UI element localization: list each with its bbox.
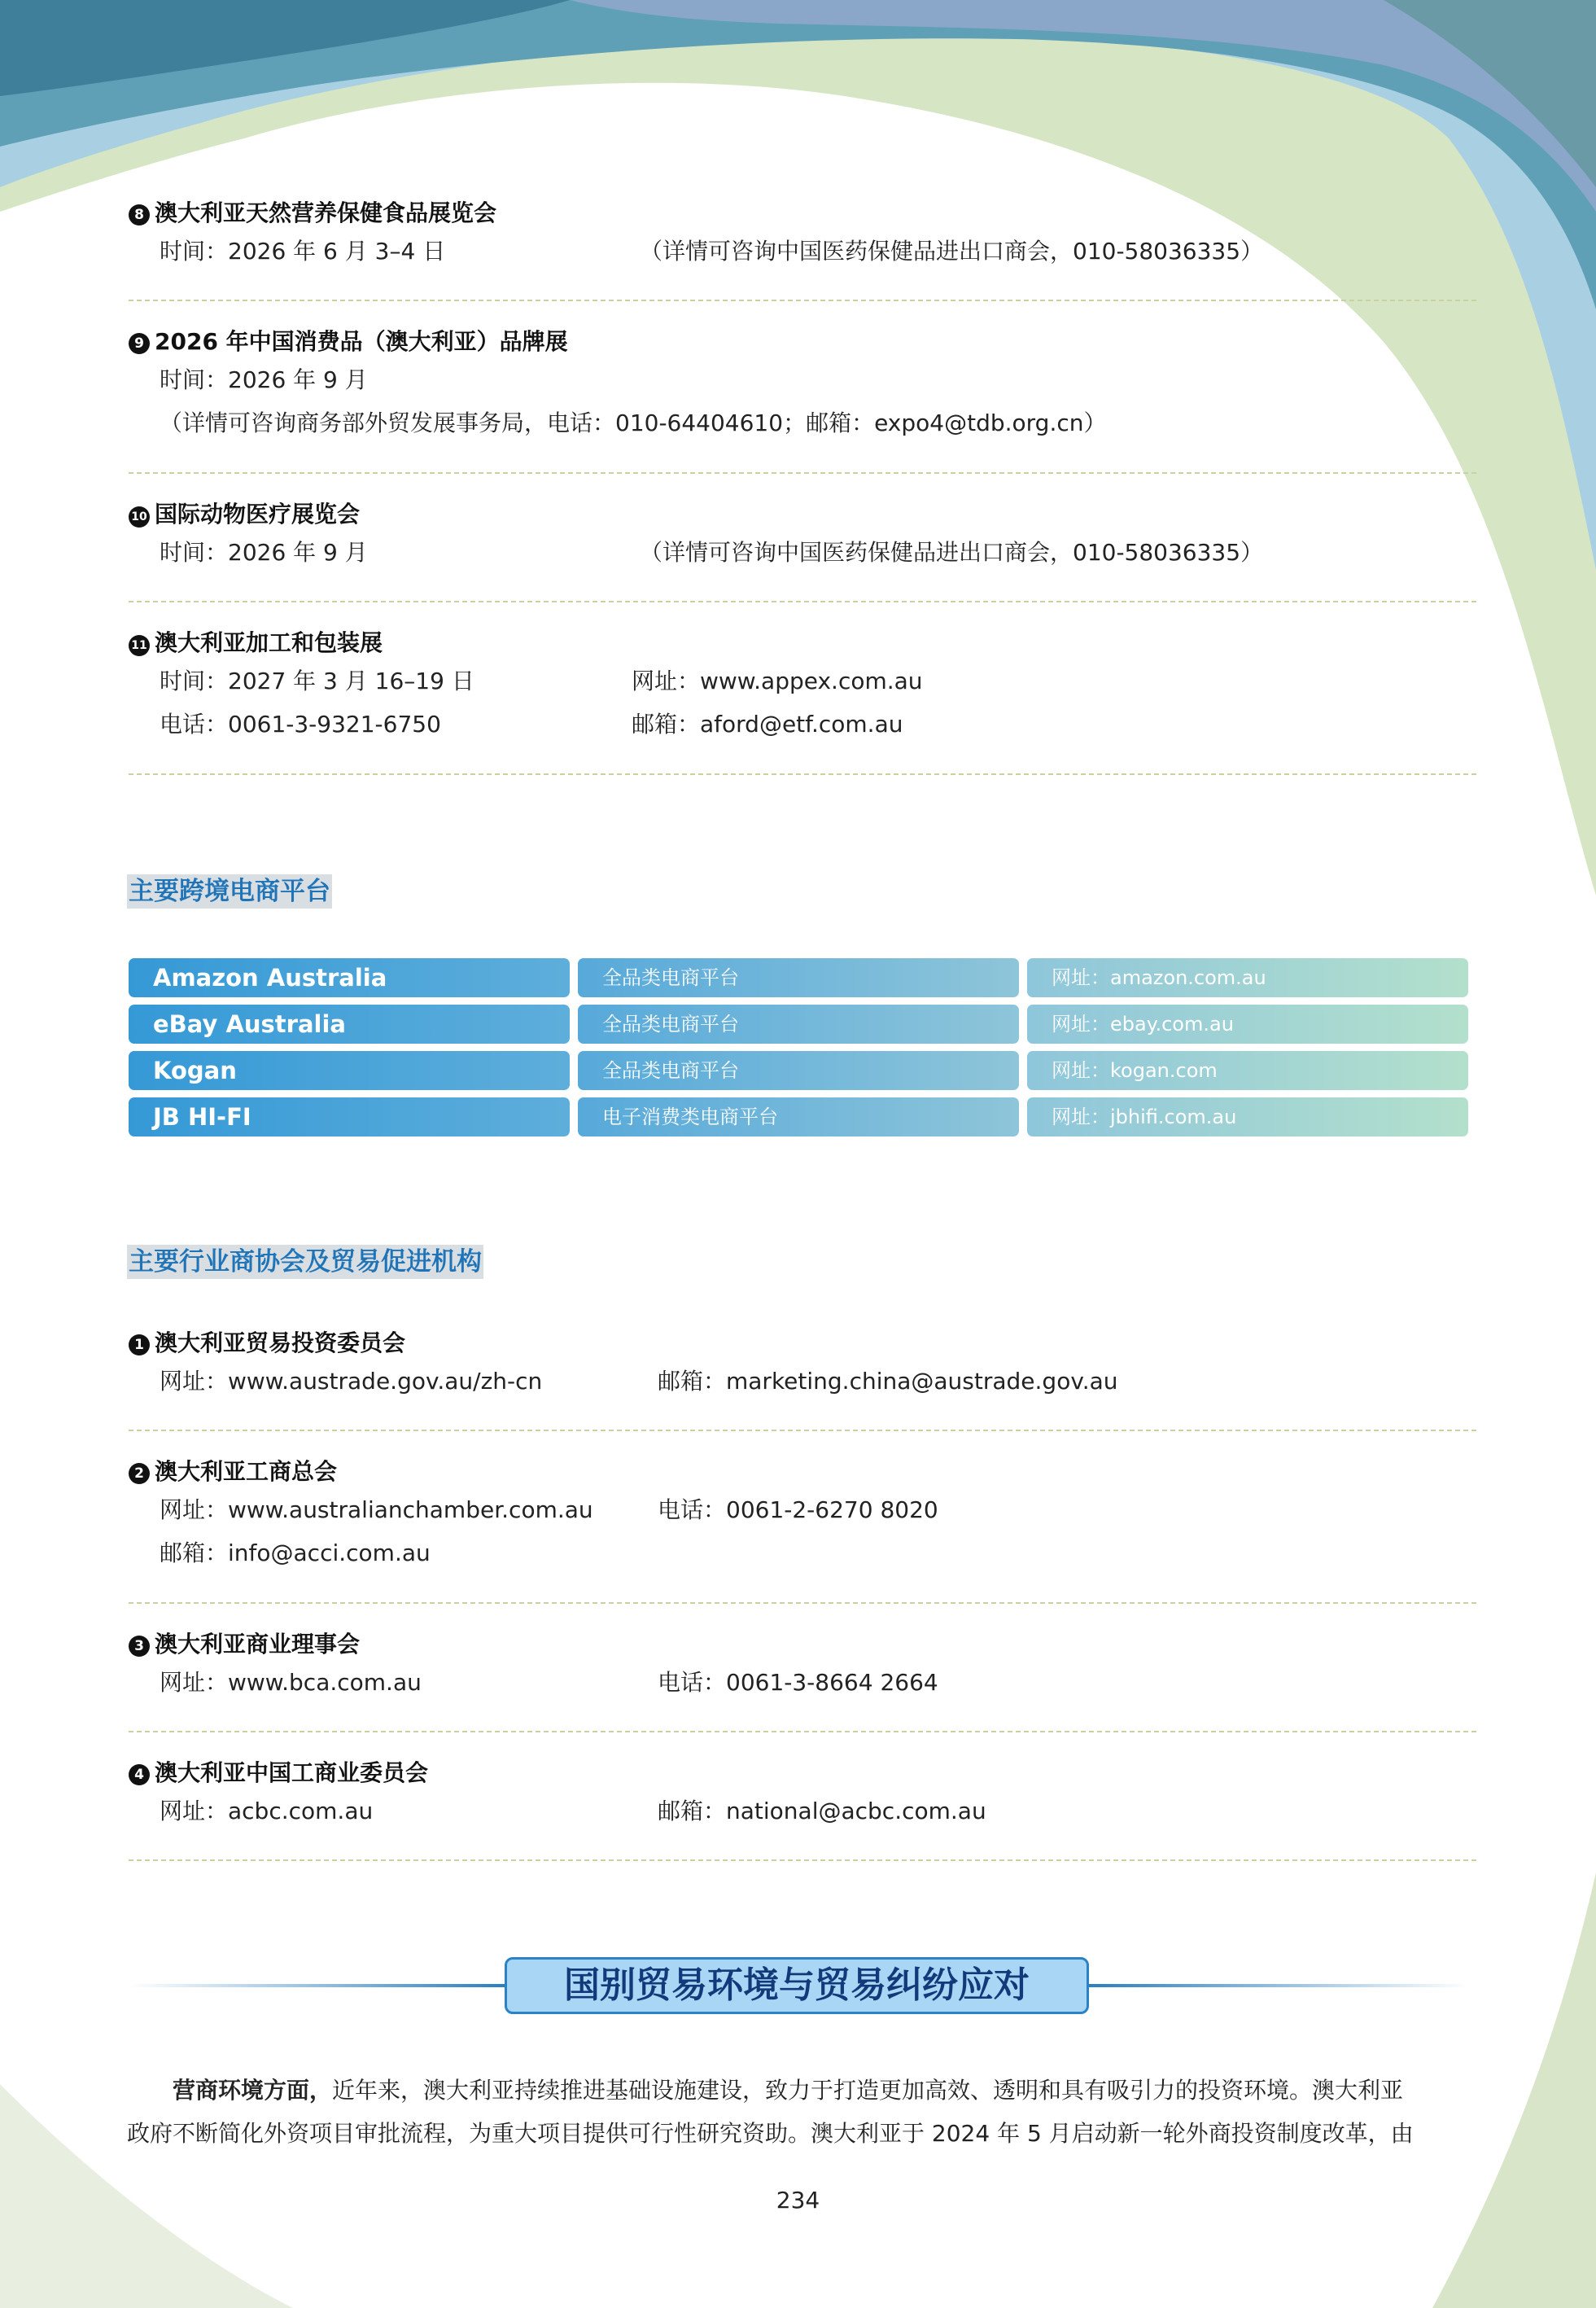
- paragraph-text: 政府不断简化外资项目审批流程，为重大项目提供可行性研究资助。澳大利亚于 2024 年 5 月启动新一轮外商投资制度改革，由: [127, 2120, 1414, 2147]
- email-text: 邮箱：marketing.china@austrade.gov.au: [658, 1368, 1118, 1395]
- divider: [129, 1859, 1476, 1861]
- association-line: [129, 1661, 1476, 1704]
- divider: [129, 601, 1476, 602]
- association-item: [129, 1327, 1476, 1403]
- exhibition-item: [129, 326, 1476, 445]
- exhibition-line: [129, 358, 1476, 401]
- exhibition-title: [129, 197, 1476, 230]
- email-text: 邮箱：info@acci.com.au: [160, 1539, 431, 1566]
- association-title: [129, 1456, 1476, 1488]
- number-badge: 3: [129, 1636, 150, 1657]
- number-badge: 4: [129, 1764, 150, 1785]
- divider: [129, 773, 1476, 775]
- association-name: 澳大利亚贸易投资委员会: [155, 1329, 406, 1356]
- platform-site: 网址：kogan.com: [1027, 1051, 1468, 1090]
- time-text: 时间：2027 年 3 月 16–19 日: [160, 668, 474, 694]
- platform-site: 网址：ebay.com.au: [1027, 1005, 1468, 1044]
- exhibition-name: 2026 年中国消费品（澳大利亚）品牌展: [155, 328, 568, 355]
- contact-text: （详情可咨询中国医药保健品进出口商会，010-58036335）: [640, 238, 1264, 265]
- exhibition-line: [129, 531, 1476, 574]
- exhibition-title: [129, 326, 1476, 358]
- body-paragraph-line: [127, 2069, 1471, 2112]
- association-title: [129, 1327, 1476, 1360]
- number-badge: 1: [129, 1334, 150, 1355]
- time-text: 时间：2026 年 9 月: [160, 539, 368, 566]
- platform-row: [129, 958, 1468, 997]
- association-name: 澳大利亚商业理事会: [155, 1631, 361, 1658]
- number-badge: 11: [129, 635, 150, 656]
- exhibition-title: [129, 627, 1476, 659]
- platform-site: 网址：amazon.com.au: [1027, 958, 1468, 997]
- contact-text: （详情可咨询商务部外贸发展事务局，电话：010-64404610；邮箱：expo4@tdb.org.cn）: [160, 409, 1107, 436]
- platform-type: 全品类电商平台: [578, 1051, 1019, 1090]
- exhibition-item: [129, 197, 1476, 273]
- body-paragraph-line: [127, 2112, 1471, 2155]
- phone-text: 电话：0061-3-8664 2664: [658, 1669, 938, 1696]
- email-text: 邮箱：national@acbc.com.au: [658, 1798, 986, 1824]
- platform-row: [129, 1051, 1468, 1090]
- association-name: 澳大利亚中国工商业委员会: [155, 1759, 429, 1786]
- phone-text: 电话：0061-3-9321-6750: [160, 711, 441, 738]
- platform-type: 电子消费类电商平台: [578, 1097, 1019, 1136]
- website-text: 网址：www.australianchamber.com.au: [160, 1496, 593, 1523]
- associations-heading: 主要行业商协会及贸易促进机构: [127, 1245, 483, 1279]
- association-item: [129, 1628, 1476, 1704]
- website-text: 网址：acbc.com.au: [160, 1798, 374, 1824]
- platform-row: [129, 1097, 1468, 1136]
- association-line: [129, 1531, 1476, 1574]
- banner-rule-right: [1089, 1984, 1470, 1987]
- number-badge: 9: [129, 333, 150, 354]
- time-text: 时间：2026 年 9 月: [160, 366, 368, 393]
- page-number: 234: [776, 2187, 820, 2214]
- exhibition-line: [129, 230, 1476, 273]
- divider: [129, 1602, 1476, 1604]
- platform-row: [129, 1005, 1468, 1044]
- website-text: 网址：www.austrade.gov.au/zh-cn: [160, 1368, 543, 1395]
- contact-text: （详情可咨询中国医药保健品进出口商会，010-58036335）: [640, 539, 1264, 566]
- divider: [129, 1731, 1476, 1732]
- platform-name: JB HI-FI: [129, 1097, 570, 1136]
- exhibition-line: [129, 703, 1476, 746]
- exhibition-item: [129, 627, 1476, 746]
- paragraph-lead: 营商环境方面，: [173, 2077, 333, 2104]
- exhibition-line: [129, 401, 1476, 445]
- time-text: 时间：2026 年 6 月 3–4 日: [160, 238, 446, 265]
- paragraph-text: 近年来，澳大利亚持续推进基础设施建设，致力于打造更加高效、透明和具有吸引力的投资环境。澳大利亚: [332, 2077, 1404, 2104]
- number-badge: 8: [129, 204, 150, 226]
- email-text: 邮箱：aford@etf.com.au: [632, 711, 903, 738]
- divider: [129, 472, 1476, 474]
- association-line: [129, 1488, 1476, 1531]
- number-badge: 2: [129, 1463, 150, 1484]
- platform-site: 网址：jbhifi.com.au: [1027, 1097, 1468, 1136]
- exhibition-line: [129, 659, 1476, 703]
- association-line: [129, 1789, 1476, 1833]
- association-line: [129, 1360, 1476, 1403]
- website-text: 网址：www.bca.com.au: [160, 1669, 422, 1696]
- banner-rule-left: [129, 1984, 505, 1987]
- platforms-heading: 主要跨境电商平台: [127, 874, 332, 909]
- exhibition-name: 国际动物医疗展览会: [155, 501, 361, 528]
- phone-text: 电话：0061-2-6270 8020: [658, 1496, 938, 1523]
- association-item: [129, 1757, 1476, 1833]
- number-badge: 10: [129, 506, 150, 528]
- exhibition-name: 澳大利亚天然营养保健食品展览会: [155, 199, 497, 226]
- divider: [129, 1430, 1476, 1431]
- exhibition-item: [129, 498, 1476, 574]
- association-title: [129, 1757, 1476, 1789]
- platform-name: Amazon Australia: [129, 958, 570, 997]
- association-name: 澳大利亚工商总会: [155, 1458, 338, 1485]
- website-text: 网址：www.appex.com.au: [632, 668, 923, 694]
- platform-name: Kogan: [129, 1051, 570, 1090]
- platform-name: eBay Australia: [129, 1005, 570, 1044]
- association-title: [129, 1628, 1476, 1661]
- divider: [129, 300, 1476, 301]
- association-item: [129, 1456, 1476, 1574]
- platform-type: 全品类电商平台: [578, 1005, 1019, 1044]
- exhibition-name: 澳大利亚加工和包装展: [155, 629, 383, 656]
- exhibition-title: [129, 498, 1476, 531]
- chapter-banner: 国别贸易环境与贸易纠纷应对: [505, 1957, 1089, 2014]
- platform-type: 全品类电商平台: [578, 958, 1019, 997]
